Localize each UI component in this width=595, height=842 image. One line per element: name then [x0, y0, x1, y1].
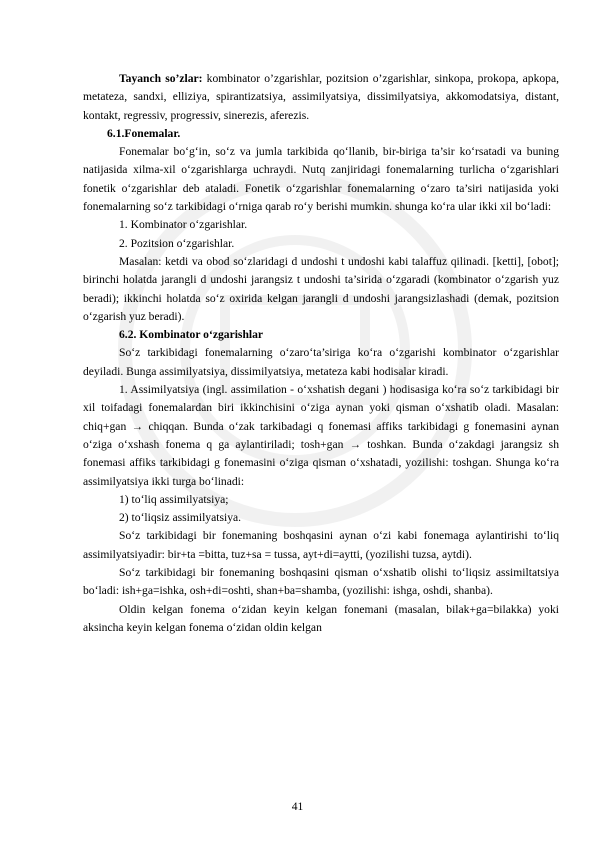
document-body: [83, 70, 559, 637]
paragraph-fonemalar: Fonemalar bo‘g‘in, so‘z va jumla tarkibida qo‘llanib, bir-biriga ta’sir ko‘rsatadi va buning natijasida xilma-xil o‘zgarishlarga uchraydi. Nutq zanjiridagi fonemalarning turlicha o‘zgarishlari fonetik o‘zgarishlar deb ataladi. Fonetik o‘zgarishlar fonemalarning o‘zaro ta’siri natijasida yoki fonemalarning so‘z tarkibidagi o‘rniga qarab ro‘y berishi mumkin. shunga ko‘ra ular ikki xil bo‘ladi:: [83, 145, 559, 214]
section-heading-6-2: 6.2. Kombinator o‘zgarishlar: [119, 328, 264, 342]
paragraph-assimilyatsiya: 1. Assimilyatsiya (ingl. assimilation - o‘xshatish degani ) hodisasiga ko‘ra so‘z tarkibidagi bir xil toifadagi fonemalardan biri ikkinchisini o‘ziga aynan yoki qisman o‘xshatib oladi. Masalan: chiq+gan → chiqqan. Bunda o‘zak tarkibadagi q fonemasi affiks tarkibidagi g fonemasini aynan o‘ziga o‘xshash fonema q ga aylantiriladi; tosh+gan → toshkan. Bunda o‘zakdagi jarangsiz sh fonemasi affiks tarkibidagi g fonemasini o‘ziga qisman o‘xshatadi, yozilishi: toshgan. Shunga ko‘ra assimilyatsiya ikki turga bo‘linadi:: [83, 383, 559, 488]
keywords-paragraph: [83, 70, 559, 125]
keywords-text: kombinator o’zgarishlar, pozitsion o’zgarishlar, sinkopa, prokopa, apkopa, metateza, sandxi, elliziya, spirantizatsiya, assimilyatsiya, dissimilyatsiya, akkomodatsiya, distant, kontakt, regressiv, progressiv, sinerezis, aferezis.: [83, 72, 560, 122]
list-item: 2) to‘liqsiz assimilyatsiya.: [119, 511, 242, 525]
keywords-term: Tayanch so’zlar:: [119, 72, 203, 85]
paragraph-toliqsiz: So‘z tarkibidagi bir fonemaning boshqasini qisman o‘xshatib olishi to‘liqsiz assimiltatsiya bo‘ladi: ish+ga=ishka, osh+di=oshti, shan+ba=shamba, (yozilishi: ishga, oshdi, shanba).: [83, 566, 559, 598]
list-item: 1. Kombinator o‘zgarishlar.: [119, 218, 248, 232]
paragraph-oldin: Oldin kelgan fonema o‘zidan keyin kelgan fonemani (masalan, bilak+ga=bilakka) yoki aksincha keyin kelgan fonema o‘zidan oldin kelgan: [83, 602, 559, 634]
paragraph-kombinator: So‘z tarkibidagi fonemalarning o‘zaro‘ta’siriga ko‘ra o‘zgarishi kombinator o‘zgarishlar deyiladi. Bunga assimilyatsiya, dissimilyatsiya, metateza kabi hodisalar kiradi.: [83, 346, 559, 378]
page-number: 41: [291, 800, 304, 813]
section-heading-6-1: 6.1.Fonemalar.: [107, 126, 181, 140]
list-item: 1) to‘liq assimilyatsiya;: [119, 492, 229, 506]
paragraph-toliq: So‘z tarkibidagi bir fonemaning boshqasini aynan o‘zi kabi fonemaga aylantirishi to‘liq assimilyatsiyadir: bir+ta =bitta, tuz+sa = tussa, ayt+di=aytti, (yozilishi tuzsa, aytdi).: [83, 529, 559, 561]
paragraph-masalan: Masalan: ketdi va obod so‘zlaridagi d undoshi t undoshi kabi talaffuz qilinadi. [ketti], [obot]; birinchi holatda jarangli d undoshi jarangsiz t undoshi ta’sirida o‘zgaradi (kombinator o‘zgarish yuz beradi); ikkinchi holatda so‘z oxirida kelgan jarangli d undoshi jarangsizlashadi (demak, pozitsion o‘zgarish yuz beradi).: [83, 254, 559, 323]
list-item: 2. Pozitsion o‘zgarishlar.: [119, 236, 235, 250]
